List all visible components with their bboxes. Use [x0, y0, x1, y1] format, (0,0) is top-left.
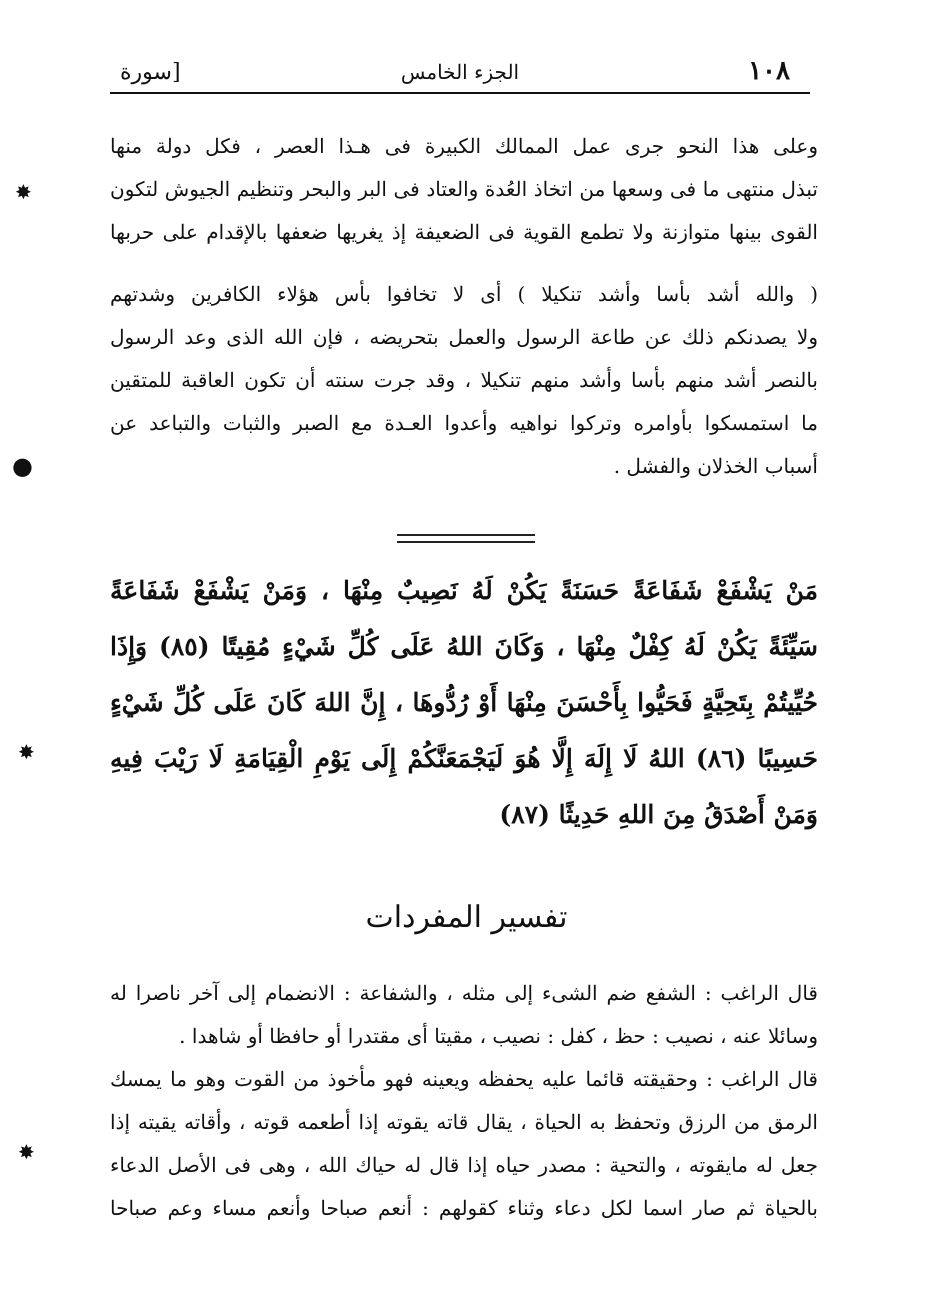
- text-line: وسائلا عنه ، نصيب : حظ ، كفل : نصيب ، مقيتا أى مقتدرا أو حافظا أو شاهدا .: [179, 1024, 818, 1048]
- text-line: ولا يصدنكم ذلك عن طاعة الرسول والعمل بتحريضه ، فإن الله الذى وعد الرسول: [110, 325, 818, 349]
- margin-mark-icon: ✸: [18, 740, 35, 764]
- text-line: قال الراغب : وحقيقته قائما عليه يحفظه ويعينه فهو مأخوذ من القوت وهو ما يمسك: [110, 1067, 818, 1091]
- section-title: تفسير المفردات: [365, 900, 568, 935]
- header-rule: [110, 92, 810, 94]
- paragraph-3: [110, 972, 818, 1058]
- text-line: تبذل منتهى ما فى وسعها من اتخاذ العُدة والعتاد فى البر والبحر وتنظيم الجيوش لتكون: [110, 177, 818, 201]
- text-line: وعلى هذا النحو جرى عمل الممالك الكبيرة فى هـذا العصر ، فكل دولة منها: [110, 134, 818, 158]
- paragraph-2: [110, 273, 818, 488]
- margin-mark-icon: ●: [12, 452, 33, 480]
- text-line: الرمق من الرزق وتحفظ به الحياة ، يقال قاته يقوته إذا أطعمه قوته ، وأقاته يقيته إذا: [110, 1110, 818, 1134]
- surah-label: [سورة: [120, 60, 181, 85]
- verse-line: سَيِّئَةً يَكُنْ لَهُ كِفْلٌ مِنْهَا ، وَكَانَ اللهُ عَلَى كُلِّ شَيْءٍ مُقِيتًا (٨٥) وَإِذَا: [110, 632, 818, 661]
- text-line: القوى بينها متوازنة ولا تطمع القوية فى الضعيفة إذ يغريها ضعفها بالإقدام على حربها: [110, 220, 818, 244]
- text-line: ما استمسكوا بأوامره وتركوا نواهيه وأعدوا العـدة مع الصبر والثبات والتباعد عن: [110, 411, 818, 435]
- verse-line: حَسِيبًا (٨٦) اللهُ لَا إِلَهَ إِلَّا هُوَ لَيَجْمَعَنَّكُمْ إِلَى يَوْمِ الْقِيَامَةِ لَا رَيْبَ فِيهِ: [110, 744, 818, 773]
- margin-mark-icon: ✸: [18, 1140, 35, 1164]
- page-header: [110, 52, 810, 92]
- running-title: الجزء الخامس: [400, 60, 520, 84]
- text-line: قال الراغب : الشفع ضم الشىء إلى مثله ، والشفاعة : الانضمام إلى آخر ناصرا له: [110, 981, 818, 1005]
- paragraph-1: [110, 125, 818, 254]
- ornamental-divider: [397, 534, 535, 543]
- text-line: ( والله أشد بأسا وأشد تنكيلا ) أى لا تخافوا بأس هؤلاء الكافرين وشدتهم: [110, 282, 818, 306]
- text-line: جعل له مايقوته ، والتحية : مصدر حياه إذا قال له حياك الله ، وهى فى الأصل الدعاء: [110, 1153, 818, 1177]
- verse-line: وَمَنْ أَصْدَقُ مِنَ اللهِ حَدِيثًا (٨٧): [499, 800, 818, 829]
- paragraph-4: [110, 1058, 818, 1230]
- quran-verses: [110, 563, 818, 843]
- text-line: أسباب الخذلان والفشل .: [613, 454, 818, 478]
- margin-mark-icon: ✸: [15, 180, 32, 204]
- verse-line: مَنْ يَشْفَعْ شَفَاعَةً حَسَنَةً يَكُنْ لَهُ نَصِيبٌ مِنْهَا ، وَمَنْ يَشْفَعْ شَفَاعَةً: [110, 576, 818, 605]
- verse-line: حُيِّيتُمْ بِتَحِيَّةٍ فَحَيُّوا بِأَحْسَنَ مِنْهَا أَوْ رُدُّوهَا ، إِنَّ اللهَ كَانَ عَلَى كُلِّ شَيْءٍ: [110, 688, 818, 717]
- page-number: ١٠٨: [748, 56, 790, 86]
- text-line: بالحياة ثم صار اسما لكل دعاء وثناء كقولهم : أنعم صباحا وأنعم مساء وعم صباحا: [110, 1196, 818, 1220]
- text-line: بالنصر أشد منهم بأسا وأشد منهم تنكيلا ، وقد جرت سنته أن تكون العاقبة للمتقين: [110, 368, 818, 392]
